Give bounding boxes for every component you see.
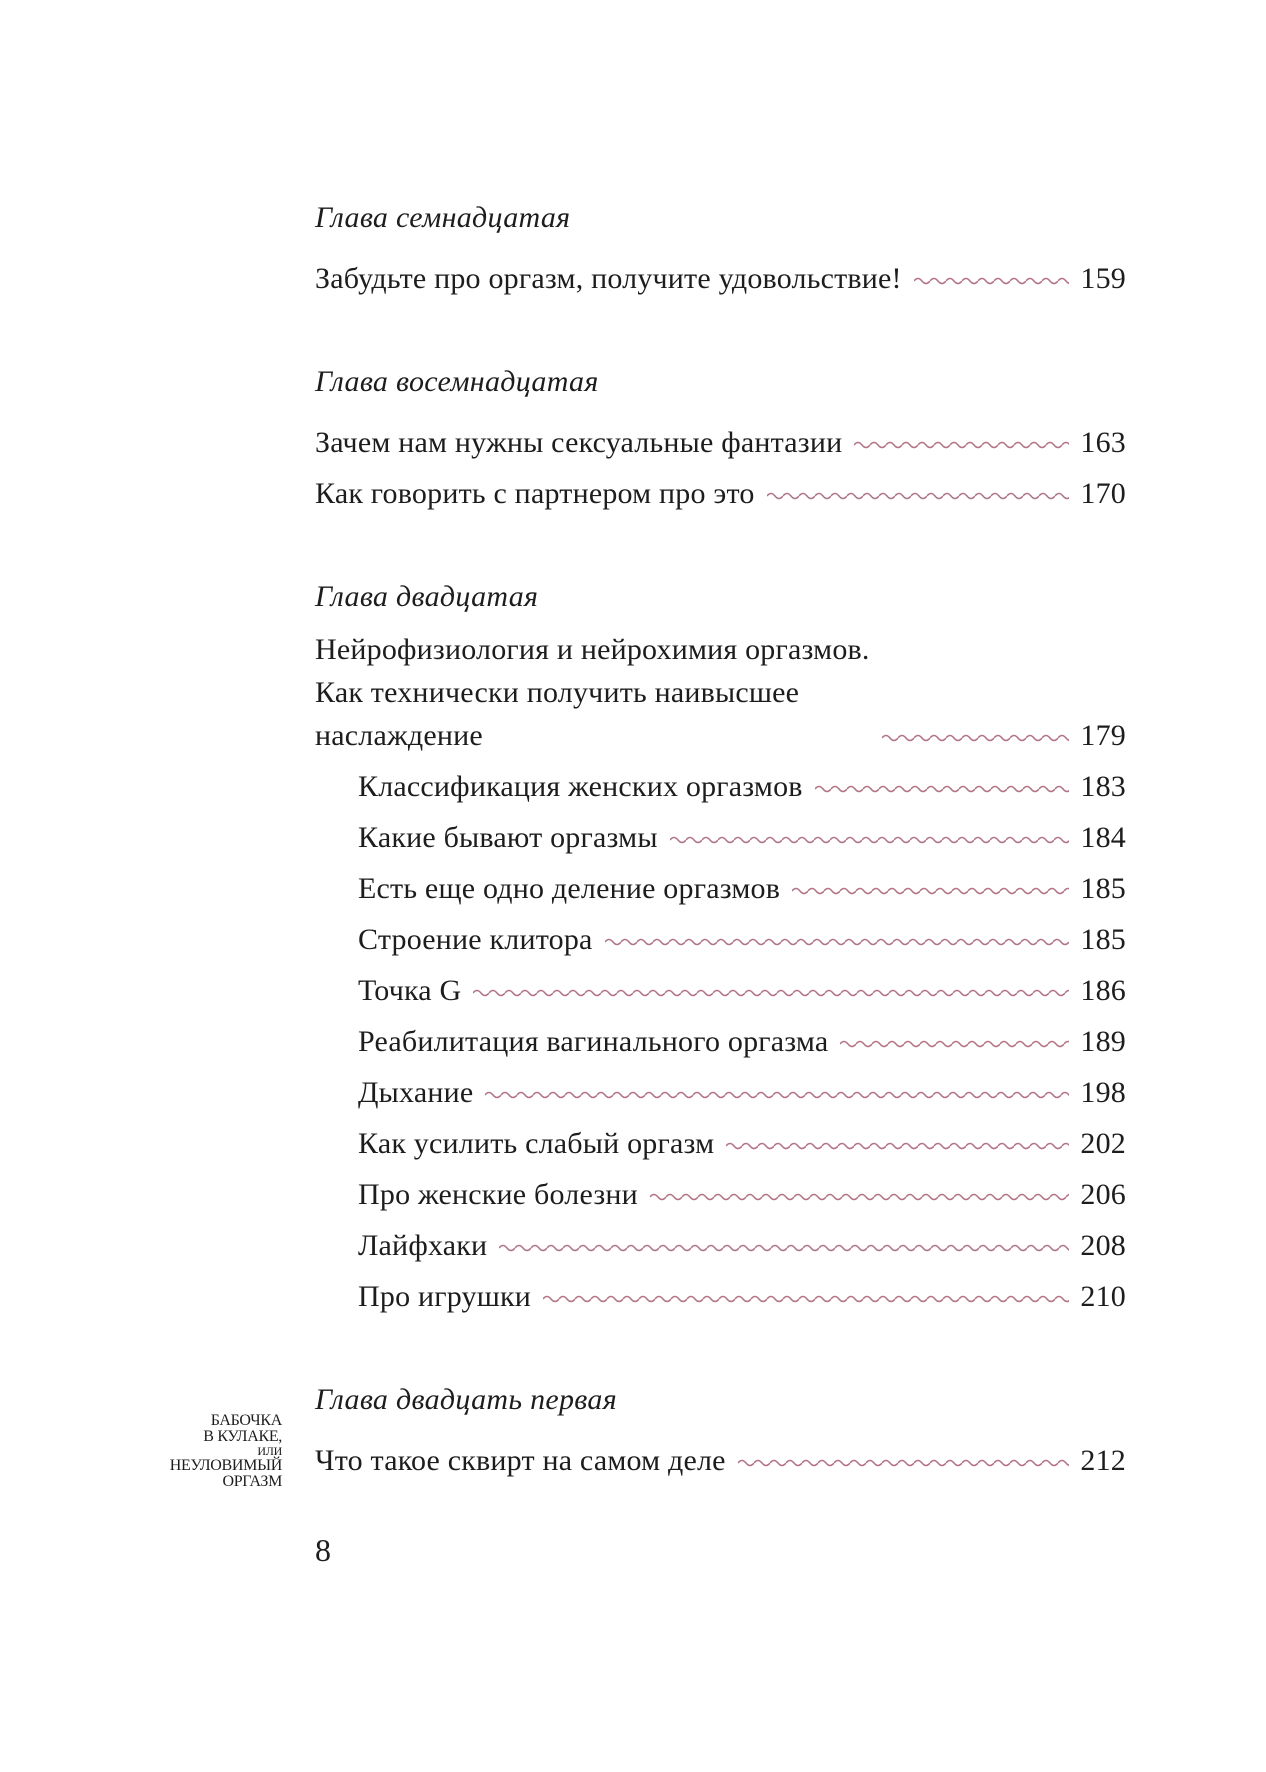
entry-title-line: Как усилить слабый оргазм [358, 1127, 715, 1160]
toc-subentry[interactable] [315, 808, 1126, 859]
toc-entry[interactable] [315, 1431, 1126, 1482]
entry-page-number: 163 [1080, 426, 1126, 459]
entry-title-line: Забудьте про оргазм, получите удовольствие! [315, 262, 902, 295]
toc-subentry[interactable] [315, 757, 1126, 808]
wavy-leader-icon [499, 1241, 1069, 1255]
entry-page-number: 159 [1080, 262, 1126, 295]
entry-title-line: Нейрофизиология и нейрохимия оргазмов. [315, 633, 870, 666]
entry-page-number: 186 [1080, 974, 1126, 1007]
entry-title-line: Точка G [358, 974, 462, 1007]
table-of-contents [315, 198, 1126, 1482]
entry-title [315, 628, 870, 757]
running-title-line: ИЛИ [257, 1444, 282, 1458]
entry-title [315, 257, 902, 300]
entry-page-number: 184 [1080, 821, 1126, 854]
entry-page-number: 198 [1080, 1076, 1126, 1109]
toc-subentry[interactable] [315, 1216, 1126, 1267]
wavy-leader-icon [726, 1139, 1069, 1153]
entry-title-line: Как технически получить наивысшее [315, 676, 800, 709]
entry-title [358, 1224, 487, 1267]
wavy-leader-icon [767, 489, 1070, 503]
entry-title [358, 1071, 473, 1114]
chapter-label: Глава семнадцатая [315, 201, 571, 234]
entry-title-line: Лайфхаки [358, 1229, 488, 1262]
entry-title [315, 472, 755, 515]
entry-title-line: Про женские болезни [358, 1178, 638, 1211]
chapter-block [315, 577, 1126, 1318]
entry-title-line: Какие бывают оргазмы [358, 821, 658, 854]
entry-title-line: Классификация женских оргазмов [358, 770, 803, 803]
chapter-block [315, 1380, 1126, 1482]
entry-title [315, 1439, 726, 1482]
running-title-line: БАБОЧКА [210, 1412, 282, 1429]
toc-subentry[interactable] [315, 961, 1126, 1012]
toc-entry[interactable] [315, 249, 1126, 300]
entry-page-number: 210 [1080, 1280, 1126, 1313]
toc-subentry[interactable] [315, 1012, 1126, 1063]
toc-subentry[interactable] [315, 1165, 1126, 1216]
entry-title [358, 1275, 531, 1318]
entry-page-number: 185 [1080, 872, 1126, 905]
wavy-leader-icon [605, 935, 1070, 949]
entry-page-number: 189 [1080, 1025, 1126, 1058]
entry-title-line: Есть еще одно деление оргазмов [358, 872, 781, 905]
entry-title [358, 1173, 638, 1216]
toc-entry[interactable] [315, 628, 1126, 757]
toc-entry[interactable] [315, 413, 1126, 464]
wavy-leader-icon [914, 274, 1070, 288]
entry-title-line: Дыхание [358, 1076, 474, 1109]
chapter-label: Глава двадцать первая [315, 1383, 617, 1416]
wavy-leader-icon [650, 1190, 1069, 1204]
wavy-leader-icon [854, 438, 1069, 452]
toc-subentry[interactable] [315, 1063, 1126, 1114]
entry-page-number: 206 [1080, 1178, 1126, 1211]
wavy-leader-icon [815, 782, 1070, 796]
entry-title-line: Что такое сквирт на самом деле [315, 1444, 726, 1477]
entry-page-number: 202 [1080, 1127, 1126, 1160]
wavy-leader-icon [543, 1292, 1069, 1306]
entry-page-number: 208 [1080, 1229, 1126, 1262]
toc-subentry[interactable] [315, 859, 1126, 910]
page-number: 8 [315, 1532, 331, 1568]
wavy-leader-icon [840, 1037, 1069, 1051]
entry-page-number: 183 [1080, 770, 1126, 803]
wavy-leader-icon [738, 1456, 1070, 1470]
wavy-leader-icon [882, 731, 1070, 745]
entry-title [315, 421, 842, 464]
entry-title-line: Реабилитация вагинального оргазма [358, 1025, 829, 1058]
entry-page-number: 179 [1080, 719, 1126, 752]
entry-title [358, 969, 461, 1012]
entry-title-line: Как говорить с партнером про это [315, 477, 755, 510]
wavy-leader-icon [485, 1088, 1069, 1102]
entry-title-line: Строение клитора [358, 923, 593, 956]
toc-subentry[interactable] [315, 1267, 1126, 1318]
entry-title [358, 1122, 714, 1165]
toc-subentry[interactable] [315, 910, 1126, 961]
chapter-block [315, 362, 1126, 515]
wavy-leader-icon [792, 884, 1069, 898]
running-title-line: В КУЛАКЕ, [203, 1428, 282, 1445]
entry-title [358, 816, 658, 859]
running-title-line: ОРГАЗМ [222, 1473, 282, 1490]
wavy-leader-icon [473, 986, 1069, 1000]
entry-page-number: 185 [1080, 923, 1126, 956]
running-title-line: НЕУЛОВИМЫЙ [169, 1457, 282, 1474]
entry-page-number: 212 [1080, 1444, 1126, 1477]
entry-title-line: Зачем нам нужны сексуальные фантазии [315, 426, 843, 459]
entry-title [358, 1020, 828, 1063]
wavy-leader-icon [670, 833, 1070, 847]
entry-title-line: Про игрушки [358, 1280, 532, 1313]
chapter-label: Глава двадцатая [315, 580, 539, 613]
entry-title [358, 867, 780, 910]
running-title [170, 1413, 282, 1490]
entry-page-number: 170 [1080, 477, 1126, 510]
entry-title [358, 765, 803, 808]
toc-entry[interactable] [315, 464, 1126, 515]
entry-title [358, 918, 593, 961]
toc-subentry[interactable] [315, 1114, 1126, 1165]
entry-title-line: наслаждение [315, 719, 483, 752]
chapter-block [315, 198, 1126, 300]
chapter-label: Глава восемнадцатая [315, 365, 599, 398]
